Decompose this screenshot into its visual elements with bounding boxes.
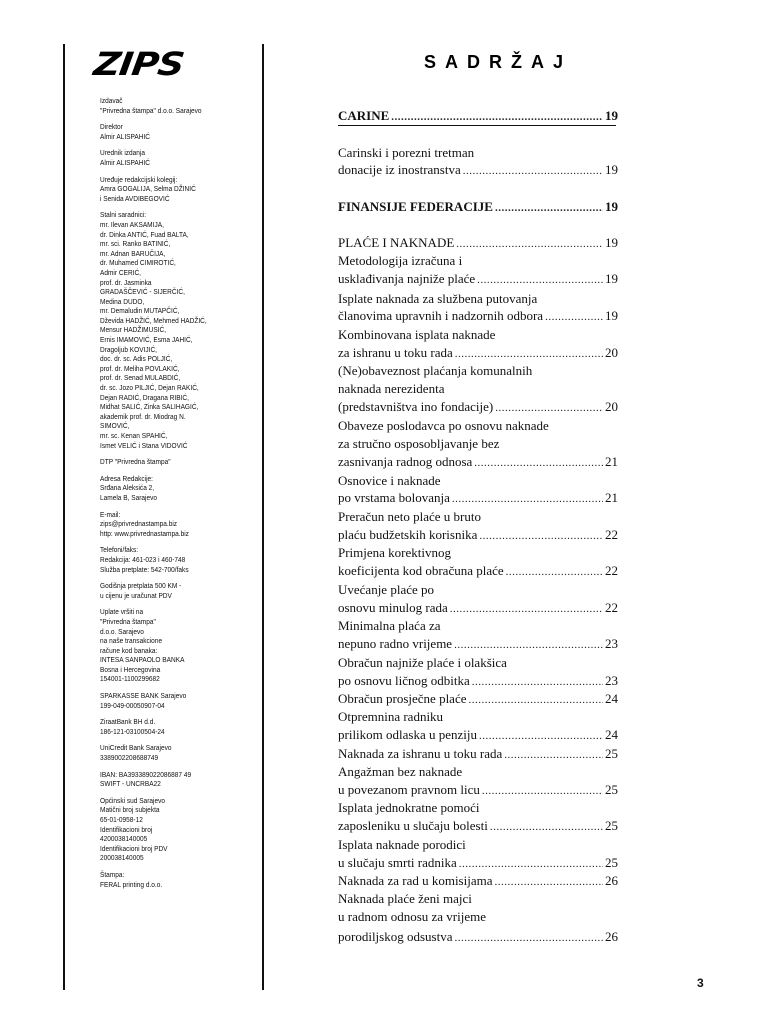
toc-entry-label: Otpremnina radniku (338, 709, 444, 724)
imprint-block (100, 796, 236, 863)
imprint-line: d.o.o. Sarajevo (100, 626, 144, 636)
toc-entry-page: 25 (605, 782, 618, 797)
toc-entry[interactable] (338, 818, 618, 834)
toc-entry-page: 22 (605, 563, 618, 578)
imprint-line: Amra GOGALIJA, Selma DŽINIĆ (100, 184, 196, 194)
toc-leader-dots (472, 674, 603, 690)
imprint-line: mr. Demaludin MUTAPČIĆ, (100, 306, 180, 316)
imprint-block (100, 743, 236, 762)
page-number: 3 (697, 976, 704, 990)
toc-entry-page: 25 (605, 746, 618, 761)
toc-entry[interactable] (338, 618, 618, 634)
imprint-line: dr. sc. Jozo PILJIĆ, Dejan RAKIĆ, (100, 383, 199, 393)
imprint-block (100, 122, 236, 141)
imprint-line: doc. dr. sc. Adis POLJIĆ, (100, 354, 173, 364)
toc-entry[interactable] (338, 253, 618, 269)
imprint-block (100, 770, 236, 789)
toc-leader-dots (482, 783, 603, 799)
toc-entry-page: 19 (605, 235, 618, 250)
imprint-line: Midhat SALIĆ, Zinka SALIHAGIĆ, (100, 402, 199, 412)
toc-entry-label: FINANSIJE FEDERACIJE (338, 199, 493, 214)
toc-entry[interactable] (338, 545, 618, 561)
toc-entry-label: Naknada za rad u komisijama (338, 873, 493, 888)
imprint-block (100, 510, 236, 539)
toc-leader-dots (455, 346, 603, 362)
toc-entry[interactable] (338, 381, 618, 397)
toc-entry[interactable] (338, 145, 618, 161)
imprint-line: Identifikacioni broj (100, 824, 153, 834)
toc-entry-label: Uvećanje plaće po (338, 582, 435, 597)
imprint-line: Stalni saradnici: (100, 210, 147, 220)
imprint-line: 200038140005 (100, 853, 144, 863)
imprint-block (100, 457, 236, 467)
toc-entry-page: 22 (605, 600, 618, 615)
toc-entry-label: zasnivanja radnog odnosa (338, 454, 473, 469)
toc-entry-page: 23 (605, 673, 618, 688)
toc-entry[interactable] (338, 891, 618, 907)
toc-entry[interactable] (338, 436, 618, 452)
imprint-line: Telefoni/faks: (100, 545, 139, 555)
toc-entry[interactable] (338, 527, 618, 543)
toc-entry-page: 23 (605, 636, 618, 651)
toc-leader-dots (456, 236, 603, 252)
imprint-line: Bosna i Hercegovina (100, 664, 161, 674)
toc-entry-page: 19 (605, 308, 618, 323)
right-vertical-rule (262, 44, 264, 990)
toc-leader-dots (459, 856, 603, 872)
toc-entry-label: za ishranu u toku rada (338, 345, 453, 360)
imprint-line: Almir ALISPAHIĆ (100, 131, 150, 141)
imprint-line: Almir ALISPAHIĆ (100, 157, 150, 167)
imprint-line: mr. sci. Ranko BATINIĆ, (100, 239, 171, 249)
toc-entry-label: plaću budžetskih korisnika (338, 527, 478, 542)
toc-entry[interactable] (338, 782, 618, 798)
toc-entry[interactable] (338, 291, 618, 307)
toc-entry-page: 20 (605, 399, 618, 414)
toc-entry[interactable] (338, 600, 618, 616)
toc-leader-dots (463, 163, 603, 179)
imprint-line: 3389002208688749 (100, 753, 159, 763)
toc-entry[interactable] (338, 582, 618, 598)
toc-entry-label: za stručno osposobljavanje bez (338, 436, 500, 451)
toc-leader-dots (545, 309, 603, 325)
toc-leader-dots (506, 564, 603, 580)
imprint-line: prof. dr. Jasminka (100, 277, 152, 287)
toc-entry-label: porodiljskog odsustva (338, 929, 453, 944)
toc-entry-page: 25 (605, 855, 618, 870)
toc-entry-label: Naknada plaće ženi majci (338, 891, 472, 906)
toc-entry[interactable] (338, 399, 618, 415)
imprint-line: zips@privrednastampa.biz (100, 519, 178, 529)
imprint-line: račune kod banaka: (100, 645, 158, 655)
imprint-block (100, 175, 236, 204)
imprint-line: SIMOVIĆ, (100, 421, 130, 431)
toc-entry-page: 19 (605, 108, 618, 123)
toc-entry[interactable] (338, 308, 618, 324)
imprint-line: 154001-1100299682 (100, 674, 160, 684)
toc-entry-label: nepuno radno vrijeme (338, 636, 453, 651)
imprint-block (100, 210, 236, 450)
toc-entry-label: Metodologija izračuna i (338, 253, 463, 268)
toc-entry[interactable] (338, 271, 618, 287)
toc-entry[interactable] (338, 709, 618, 725)
imprint-line: SWIFT - UNCRBA22 (100, 779, 161, 789)
logo-text: ZIPS (91, 45, 186, 83)
toc-entry-page: 24 (605, 691, 618, 706)
toc-entry[interactable] (338, 636, 618, 652)
toc-entry-label: Carinski i porezni tretman (338, 145, 475, 160)
imprint-line: 65-01-0958-12 (100, 815, 143, 824)
toc-entry[interactable] (338, 691, 618, 707)
toc-leader-dots (477, 272, 603, 288)
toc-entry-label: Isplata naknade porodici (338, 837, 466, 852)
imprint-line: Admir CERIĆ, (100, 267, 142, 277)
toc-leader-dots (454, 930, 603, 946)
toc-entry-label: Kombinovana isplata naknade (338, 327, 496, 342)
imprint-line: Dževida HADŽIĆ, Mehmed HADŽIĆ, (100, 315, 207, 325)
page-title: SADRŽAJ (424, 52, 573, 72)
toc-entry[interactable] (338, 418, 618, 434)
imprint-line: Uređuje redakcijski kolegij: (100, 174, 178, 184)
toc-leader-dots (479, 528, 603, 544)
toc-entry-label: zaposleniku u slučaju bolesti (338, 818, 488, 833)
toc-entry-label: donacije iz inostranstva (338, 162, 461, 177)
toc-entry-label: po osnovu ličnog odbitka (338, 673, 470, 688)
imprint-block (100, 148, 236, 167)
imprint-line: ZiraatBank BH d.d. (100, 717, 156, 727)
toc-entry-label: Obaveze poslodavca po osnovu naknade (338, 418, 549, 433)
imprint-line: Dragoljub KOVIJIĆ, (100, 344, 157, 354)
imprint-line: "Privredna štampa" d.o.o. Sarajevo (100, 105, 202, 115)
toc-header-rule (338, 125, 616, 126)
toc-entry-label: usklađivanja najniže plaće (338, 271, 476, 286)
imprint-line: dr. Dinka ANTIĆ, Fuad BALTA, (100, 229, 189, 239)
toc-entry-label: Isplata jednokratne pomoći (338, 800, 480, 815)
imprint-line: mr. Adnan BARUČIJA, (100, 248, 166, 258)
toc-leader-dots (469, 692, 604, 708)
imprint-line: Štampa: (100, 869, 125, 879)
imprint-line: INTESA SANPAOLO BANKA (100, 655, 185, 665)
toc-entry-label: (Ne)obaveznost plaćanja komunalnih (338, 363, 533, 378)
imprint-line: dr. Muhamed CIMIROTIĆ, (100, 258, 176, 268)
toc-entry-page: 19 (605, 162, 618, 177)
toc-entry[interactable] (338, 764, 618, 780)
toc-leader-dots (391, 109, 603, 125)
toc-leader-dots (474, 455, 603, 471)
toc-entry[interactable] (338, 162, 618, 178)
imprint-line: http: www.privrednastampa.biz (100, 528, 189, 538)
imprint-line: IBAN: BA393389022086887 49 (100, 769, 192, 779)
imprint-line: Identifikacioni broj PDV (100, 843, 168, 853)
imprint-line: i Senida AVDIBEGOVIĆ (100, 193, 170, 203)
toc-entry-label: u povezanom pravnom licu (338, 782, 480, 797)
toc-entry-page: 19 (605, 199, 618, 214)
toc-leader-dots (450, 601, 603, 617)
imprint-line: UniCredit Bank Sarajevo (100, 743, 172, 753)
toc-entry-page: 21 (605, 454, 618, 469)
toc-entry[interactable] (338, 199, 618, 215)
toc-leader-dots (495, 874, 604, 890)
imprint-line: DTP "Privredna štampa" (100, 457, 171, 467)
toc-entry[interactable] (338, 454, 618, 470)
imprint-line: Adresa Redakcije: (100, 473, 154, 483)
toc-entry[interactable] (338, 509, 618, 525)
toc-entry[interactable] (338, 746, 618, 762)
imprint-block (100, 474, 236, 503)
imprint-line: mr. sc. Kenan SPAHIĆ, (100, 431, 168, 440)
toc-entry[interactable] (338, 490, 618, 506)
imprint-line: Dejan RADIĆ, Dragana RIBIĆ, (100, 392, 189, 402)
imprint-block (100, 691, 236, 710)
toc-entry-label: CARINE (338, 108, 390, 123)
toc-entry-page: 26 (605, 929, 618, 944)
toc-entry-page: 22 (605, 527, 618, 542)
toc-leader-dots (479, 728, 603, 744)
toc-entry-label: Isplate naknada za službena putovanja (338, 291, 538, 306)
imprint-line: akademik prof. dr. Miodrag N. (100, 411, 186, 421)
imprint-line: Lamela B, Sarajevo (100, 492, 158, 502)
toc-entry-page: 24 (605, 727, 618, 742)
toc-entry-label: PLAĆE I NAKNADE (338, 235, 455, 250)
toc-entry-label: Preračun neto plaće u bruto (338, 509, 481, 524)
toc-entry-label: koeficijenta kod obračuna plaće (338, 563, 504, 578)
zips-logo (91, 45, 186, 83)
toc-entry-label: naknada nerezidenta (338, 381, 445, 396)
imprint-block (100, 607, 236, 684)
toc-entry[interactable] (338, 655, 618, 671)
toc-entry-label: u slučaju smrti radnika (338, 855, 457, 870)
imprint-line: Urednik izdanja (100, 148, 146, 158)
imprint-line: Općinski sud Sarajevo (100, 795, 165, 805)
toc-entry-label: Obračun najniže plaće i olakšica (338, 655, 507, 670)
toc-entry-label: članovima upravnih i nadzornih odbora (338, 308, 544, 323)
toc-entry-page: 25 (605, 818, 618, 833)
imprint-line: 4200038140005 (100, 834, 148, 844)
imprint-line: Direktor (100, 122, 123, 132)
toc-entry-label: Osnovice i naknade (338, 473, 441, 488)
toc-entry-label: Obračun prosječne plaće (338, 691, 467, 706)
toc-entry[interactable] (338, 345, 618, 361)
toc-entry[interactable] (338, 929, 618, 945)
toc-entry[interactable] (338, 563, 618, 579)
toc-leader-dots (452, 491, 603, 507)
imprint-block (100, 581, 236, 600)
imprint-line: 199-049-00050907-04 (100, 700, 165, 710)
toc-entry-label: u radnom odnosu za vrijeme (338, 909, 487, 924)
imprint-line: Matični broj subjekta (100, 805, 160, 815)
imprint-line: prof. dr. Senad MULABDIĆ, (100, 373, 181, 383)
toc-entry-label: Naknada za ishranu u toku rada (338, 746, 503, 761)
toc-entry-label: Angažman bez naknade (338, 764, 463, 779)
imprint-line: E-mail: (100, 509, 121, 519)
toc-entry[interactable] (338, 235, 618, 251)
imprint-line: na naše transakcione (100, 636, 163, 646)
imprint-block (100, 870, 236, 889)
imprint-column (100, 96, 236, 896)
imprint-line: SPARKASSE BANK Sarajevo (100, 691, 187, 701)
imprint-block (100, 96, 236, 115)
toc-entry[interactable] (338, 727, 618, 743)
toc-leader-dots (495, 200, 603, 216)
toc-leader-dots (490, 819, 603, 835)
toc-leader-dots (454, 637, 603, 653)
imprint-line: GRADAŠČEVIĆ - SIJERČIĆ, (100, 287, 185, 297)
imprint-line: Ismet VELIĆ i Stana VIDOVIĆ (100, 440, 188, 450)
toc-entry-page: 26 (605, 873, 618, 888)
toc-entry-label: (predstavništva ino fondacije) (338, 399, 494, 414)
imprint-block (100, 717, 236, 736)
imprint-line: Srđana Aleksića 2, (100, 483, 155, 493)
toc-entry[interactable] (338, 327, 618, 343)
imprint-line: Godišnja pretplata 500 KM - (100, 581, 182, 591)
toc-entry-page: 19 (605, 271, 618, 286)
toc-entry-label: Primjena korektivnog (338, 545, 452, 560)
toc-entry[interactable] (338, 855, 618, 871)
imprint-line: Ernis IMAMOVIĆ, Esma JAHIĆ, (100, 335, 193, 345)
imprint-block (100, 545, 236, 574)
toc-entry[interactable] (338, 673, 618, 689)
imprint-line: Služba pretplate: 542-700/faks (100, 564, 189, 574)
toc-entry[interactable] (338, 837, 618, 853)
toc-entry-label: po vrstama bolovanja (338, 490, 450, 505)
toc-leader-dots (504, 747, 603, 763)
toc-entry[interactable] (338, 800, 618, 816)
imprint-line: prof. dr. Meliha POVLAKIĆ, (100, 363, 180, 373)
toc-entry[interactable] (338, 108, 618, 124)
toc-entry-label: Minimalna plaća za (338, 618, 441, 633)
toc-leader-dots (495, 400, 603, 416)
toc-entry-page: 21 (605, 490, 618, 505)
imprint-line: FERAL printing d.o.o. (100, 879, 163, 889)
imprint-line: mr. Ilevan AKSAMIJA, (100, 219, 164, 229)
toc-entry[interactable] (338, 363, 618, 379)
toc-entry[interactable] (338, 473, 618, 489)
imprint-line: 186-121-03100504-24 (100, 726, 165, 736)
imprint-line: Redakcija: 461-023 i 460-748 (100, 554, 186, 564)
toc-entry[interactable] (338, 873, 618, 889)
imprint-line: Uplate vršiti na (100, 607, 144, 617)
toc-entry-label: osnovu minulog rada (338, 600, 448, 615)
left-vertical-rule (63, 44, 65, 990)
imprint-line: Medina DUDO, (100, 296, 145, 306)
imprint-line: Mensur HADŽIMUSIĆ, (100, 325, 167, 335)
imprint-line: u cijenu je uračunat PDV (100, 590, 172, 600)
toc-entry[interactable] (338, 909, 618, 925)
imprint-line: Izdavač (100, 96, 123, 105)
imprint-line: "Privredna štampa" (100, 616, 156, 626)
toc-entry-page: 20 (605, 345, 618, 360)
toc-entry-label: prilikom odlaska u penziju (338, 727, 478, 742)
